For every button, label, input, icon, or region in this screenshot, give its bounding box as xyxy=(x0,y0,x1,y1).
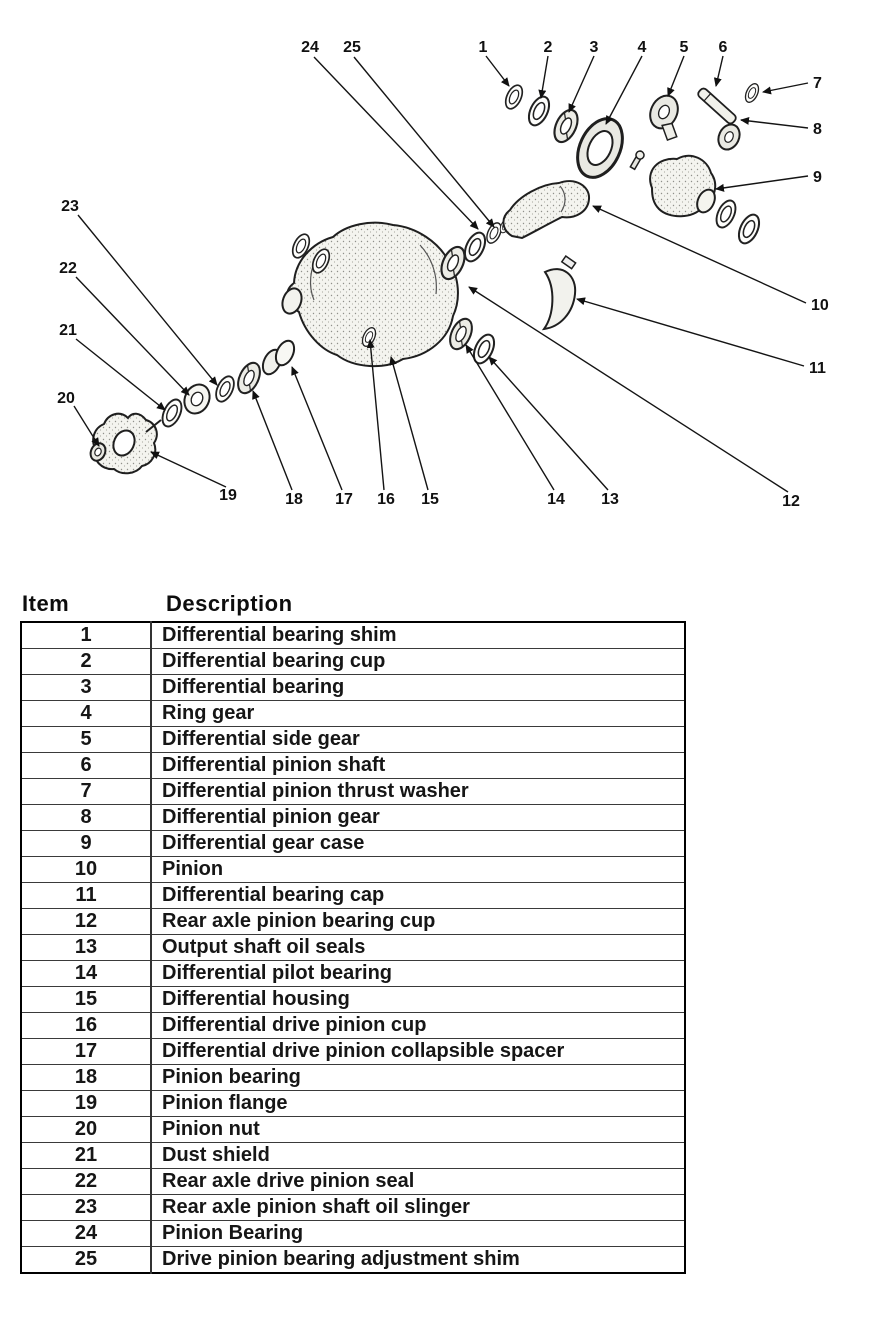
callout-label: 23 xyxy=(61,198,79,215)
differential-exploded-svg xyxy=(0,0,896,560)
description-cell: Differential side gear xyxy=(151,727,685,753)
leader-line xyxy=(314,57,478,229)
part-pinion xyxy=(503,181,589,238)
part-thrust-washer xyxy=(743,82,761,105)
callout-label: 24 xyxy=(301,39,319,56)
item-cell: 22 xyxy=(21,1169,151,1195)
table-row xyxy=(21,1065,685,1091)
callout-label: 19 xyxy=(219,487,237,504)
item-cell: 14 xyxy=(21,961,151,987)
table-row xyxy=(21,1247,685,1274)
leader-line xyxy=(763,83,808,92)
table-row xyxy=(21,753,685,779)
item-cell: 13 xyxy=(21,935,151,961)
description-cell: Ring gear xyxy=(151,701,685,727)
part-side-gear xyxy=(642,91,691,143)
table-row xyxy=(21,649,685,675)
table-row xyxy=(21,1091,685,1117)
callout-label: 2 xyxy=(543,39,553,56)
leader-line xyxy=(76,339,165,410)
part-pinion-flange xyxy=(93,414,161,474)
parts-table-body xyxy=(21,622,685,1273)
description-cell: Differential drive pinion collapsible spacer xyxy=(151,1039,685,1065)
table-row xyxy=(21,1143,685,1169)
leader-line xyxy=(489,357,608,490)
callout-label: 22 xyxy=(59,260,77,277)
callout-label: 10 xyxy=(811,297,829,314)
case-cup-ring xyxy=(735,212,763,247)
table-row xyxy=(21,831,685,857)
leader-line xyxy=(466,345,554,490)
part-output-shaft-seals xyxy=(470,332,498,367)
item-cell: 5 xyxy=(21,727,151,753)
description-cell: Pinion nut xyxy=(151,1117,685,1143)
description-cell: Differential pilot bearing xyxy=(151,961,685,987)
leader-line xyxy=(606,56,642,124)
table-row xyxy=(21,883,685,909)
leader-line xyxy=(74,406,99,446)
item-cell: 16 xyxy=(21,1013,151,1039)
description-cell: Differential housing xyxy=(151,987,685,1013)
item-cell: 21 xyxy=(21,1143,151,1169)
table-row xyxy=(21,1221,685,1247)
item-cell: 24 xyxy=(21,1221,151,1247)
leader-line xyxy=(569,56,594,112)
table-row xyxy=(21,935,685,961)
item-cell: 25 xyxy=(21,1247,151,1274)
description-cell: Differential bearing cup xyxy=(151,649,685,675)
callout-label: 12 xyxy=(782,493,800,510)
callout-label: 18 xyxy=(285,491,303,508)
description-cell: Differential bearing shim xyxy=(151,622,685,649)
description-cell: Pinion Bearing xyxy=(151,1221,685,1247)
part-pinion-shaft xyxy=(697,87,738,125)
item-cell: 1 xyxy=(21,622,151,649)
callout-label: 13 xyxy=(601,491,619,508)
table-row xyxy=(21,727,685,753)
description-cell: Pinion flange xyxy=(151,1091,685,1117)
table-row xyxy=(21,805,685,831)
part-pinion-bearing-18 xyxy=(234,359,265,396)
part-bearing-cap xyxy=(544,256,576,329)
column-header-description: Description xyxy=(166,591,293,616)
description-cell: Rear axle pinion bearing cup xyxy=(151,909,685,935)
parts-table-header xyxy=(22,591,293,617)
exploded-view-diagram xyxy=(0,0,896,560)
parts-table xyxy=(20,621,686,1274)
table-row xyxy=(21,1195,685,1221)
part-dust-shield xyxy=(159,397,186,430)
description-cell: Rear axle drive pinion seal xyxy=(151,1169,685,1195)
callout-label: 11 xyxy=(809,360,826,377)
description-cell: Differential pinion gear xyxy=(151,805,685,831)
part-oil-slinger xyxy=(212,374,237,405)
leader-line xyxy=(469,287,788,492)
description-cell: Differential bearing cap xyxy=(151,883,685,909)
description-cell: Differential pinion shaft xyxy=(151,753,685,779)
table-row xyxy=(21,779,685,805)
column-header-item: Item xyxy=(22,591,70,616)
table-row xyxy=(21,675,685,701)
callout-label: 6 xyxy=(718,39,728,56)
description-cell: Drive pinion bearing adjustment shim xyxy=(151,1247,685,1274)
callout-label: 9 xyxy=(813,169,822,186)
leader-line xyxy=(577,299,804,366)
table-row xyxy=(21,909,685,935)
item-cell: 9 xyxy=(21,831,151,857)
part-bearing-shim xyxy=(502,83,525,112)
part-gear-case xyxy=(650,156,718,216)
table-row xyxy=(21,1169,685,1195)
part-bearing-cup xyxy=(525,94,553,129)
callout-label: 17 xyxy=(335,491,353,508)
table-row xyxy=(21,1013,685,1039)
description-cell: Differential drive pinion cup xyxy=(151,1013,685,1039)
callout-label: 15 xyxy=(421,491,439,508)
leader-line xyxy=(354,57,494,227)
leader-line xyxy=(151,452,226,487)
callout-label: 16 xyxy=(377,491,395,508)
callout-label: 20 xyxy=(57,390,75,407)
item-cell: 18 xyxy=(21,1065,151,1091)
part-drive-pinion-seal xyxy=(180,380,214,417)
callout-label: 25 xyxy=(343,39,361,56)
leader-line xyxy=(486,56,509,86)
leader-line xyxy=(593,206,806,303)
item-cell: 12 xyxy=(21,909,151,935)
callout-label: 14 xyxy=(547,491,565,508)
description-cell: Rear axle pinion shaft oil slinger xyxy=(151,1195,685,1221)
case-bearing-ring xyxy=(713,198,740,231)
description-cell: Pinion xyxy=(151,857,685,883)
item-cell: 19 xyxy=(21,1091,151,1117)
callout-label: 5 xyxy=(679,39,689,56)
part-differential-bearing xyxy=(550,106,582,145)
item-cell: 11 xyxy=(21,883,151,909)
leader-line xyxy=(741,120,808,128)
leader-line xyxy=(668,56,684,96)
callout-label: 7 xyxy=(813,75,822,92)
parts-group xyxy=(88,82,763,474)
description-cell: Differential bearing xyxy=(151,675,685,701)
description-cell: Dust shield xyxy=(151,1143,685,1169)
description-cell: Differential gear case xyxy=(151,831,685,857)
leader-line xyxy=(541,56,548,98)
item-cell: 23 xyxy=(21,1195,151,1221)
callout-label: 3 xyxy=(589,39,599,56)
callout-label: 21 xyxy=(59,322,77,339)
item-cell: 20 xyxy=(21,1117,151,1143)
leader-line xyxy=(76,277,189,395)
table-row xyxy=(21,1039,685,1065)
bolt xyxy=(629,150,645,170)
description-cell: Pinion bearing xyxy=(151,1065,685,1091)
callout-label: 8 xyxy=(813,121,822,138)
part-pinion-gear xyxy=(714,121,743,153)
item-cell: 4 xyxy=(21,701,151,727)
table-row xyxy=(21,857,685,883)
table-row xyxy=(21,701,685,727)
callout-label: 4 xyxy=(637,39,647,56)
item-cell: 6 xyxy=(21,753,151,779)
table-row xyxy=(21,1117,685,1143)
leader-line xyxy=(716,176,808,189)
leader-line xyxy=(292,367,342,490)
item-cell: 10 xyxy=(21,857,151,883)
item-cell: 8 xyxy=(21,805,151,831)
item-cell: 15 xyxy=(21,987,151,1013)
item-cell: 2 xyxy=(21,649,151,675)
part-collapsible-spacer xyxy=(259,338,297,377)
table-row xyxy=(21,961,685,987)
item-cell: 17 xyxy=(21,1039,151,1065)
leader-line xyxy=(716,56,723,86)
table-row xyxy=(21,622,685,649)
description-cell: Output shaft oil seals xyxy=(151,935,685,961)
leader-line xyxy=(253,391,292,490)
description-cell: Differential pinion thrust washer xyxy=(151,779,685,805)
item-cell: 3 xyxy=(21,675,151,701)
callout-label: 1 xyxy=(478,39,488,56)
table-row xyxy=(21,987,685,1013)
leader-line xyxy=(391,357,428,490)
item-cell: 7 xyxy=(21,779,151,805)
